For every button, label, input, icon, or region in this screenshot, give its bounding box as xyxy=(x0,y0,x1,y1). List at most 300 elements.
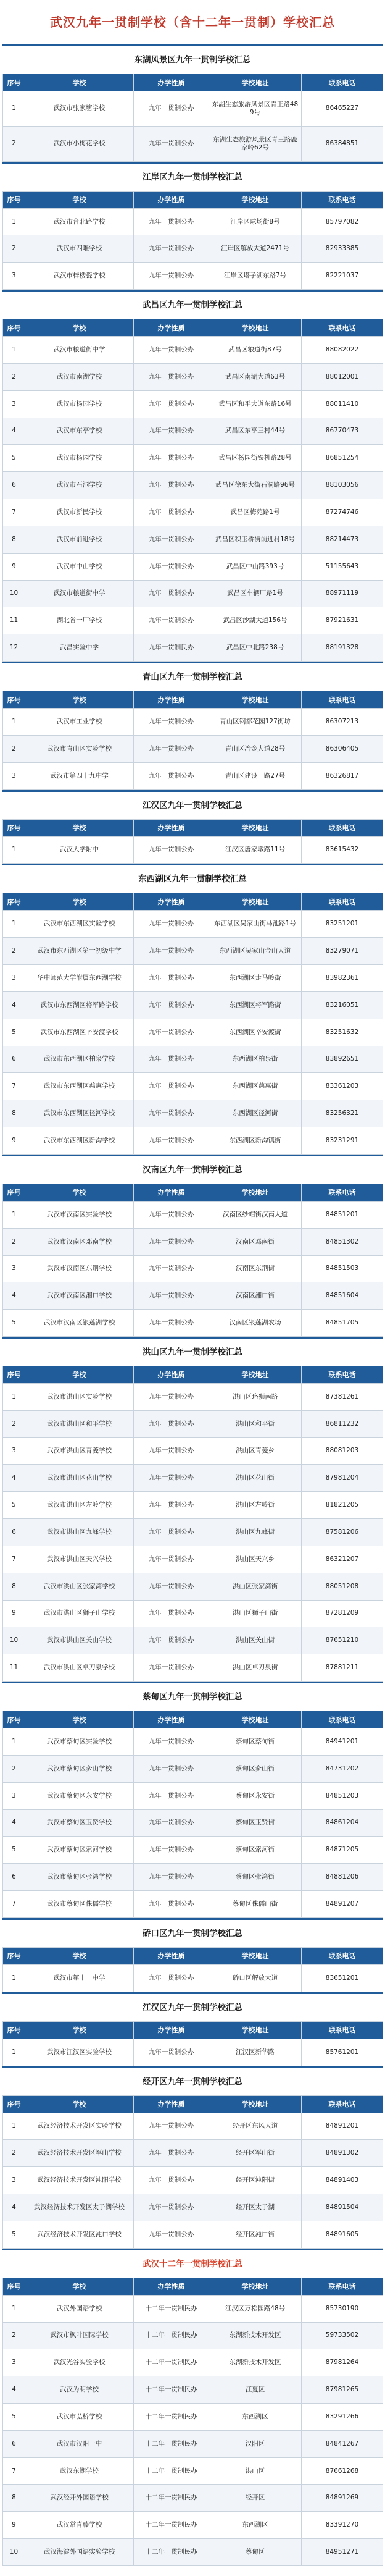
cell-phone: 87281209 xyxy=(302,1600,383,1627)
cell-school: 武汉市弘桥学校 xyxy=(25,2404,134,2431)
cell-address: 经开区太子湖 xyxy=(209,2194,302,2221)
cell-school: 武汉市杨园学校 xyxy=(25,445,134,472)
school-table xyxy=(2,2021,383,2066)
cell-type: 十二年一贯制民办 xyxy=(134,2485,209,2512)
cell-index: 1 xyxy=(3,1964,25,1992)
cell-address: 东西湖区 xyxy=(209,2404,302,2431)
cell-type: 九年一贯制公办 xyxy=(134,1573,209,1600)
cell-address: 东西湖区吴家山街马池路1号 xyxy=(209,911,302,938)
cell-address: 东西湖区吴家山金山大道 xyxy=(209,938,302,965)
page-title: 武汉九年一贯制学校（含十二年一贯制）学校汇总 xyxy=(50,15,335,30)
cell-index: 6 xyxy=(3,1046,25,1073)
cell-phone: 84871205 xyxy=(302,1837,383,1864)
cell-school: 武汉经开外国语学校 xyxy=(25,2485,134,2512)
header-type: 办学性质 xyxy=(134,691,209,709)
cell-index: 4 xyxy=(3,418,25,445)
cell-school: 武汉经济技术开发区实验学校 xyxy=(25,2113,134,2140)
header-address: 学校地址 xyxy=(209,1711,302,1728)
cell-type: 九年一贯制公办 xyxy=(134,126,209,161)
cell-school: 武汉市蔡甸区永安学校 xyxy=(25,1782,134,1809)
cell-type: 九年一贯制公办 xyxy=(134,836,209,864)
header-index: 序号 xyxy=(3,74,25,91)
table-row xyxy=(3,235,383,263)
cell-type: 十二年一贯制民办 xyxy=(134,2349,209,2376)
cell-phone: 83251201 xyxy=(302,911,383,938)
cell-type: 九年一贯制公办 xyxy=(134,337,209,364)
cell-phone: 83651201 xyxy=(302,1964,383,1992)
header-school: 学校 xyxy=(25,1711,134,1728)
cell-index: 3 xyxy=(3,965,25,992)
cell-address: 经开区 xyxy=(209,2485,302,2512)
cell-index: 2 xyxy=(3,1755,25,1782)
cell-address: 汉南区东荆街 xyxy=(209,1255,302,1282)
header-school: 学校 xyxy=(25,893,134,911)
table-row xyxy=(3,580,383,607)
table-header-row xyxy=(3,74,383,91)
cell-address: 东西湖区 xyxy=(209,2512,302,2539)
table-header-row xyxy=(3,1366,383,1383)
cell-type: 九年一贯制民办 xyxy=(134,634,209,662)
cell-type: 九年一贯制公办 xyxy=(134,1492,209,1519)
header-type: 办学性质 xyxy=(134,2021,209,2039)
cell-index: 2 xyxy=(3,2140,25,2167)
cell-type: 九年一贯制公办 xyxy=(134,1073,209,1100)
header-address: 学校地址 xyxy=(209,2278,302,2295)
header-address: 学校地址 xyxy=(209,319,302,337)
cell-index: 2 xyxy=(3,2322,25,2349)
cell-index: 7 xyxy=(3,499,25,526)
cell-school: 武汉市蔡甸区侏儒学校 xyxy=(25,1891,134,1918)
district-section xyxy=(2,290,383,662)
cell-type: 十二年一贯制民办 xyxy=(134,2295,209,2322)
cell-type: 九年一贯制公办 xyxy=(134,2194,209,2221)
cell-school: 武汉市粮道街中学 xyxy=(25,337,134,364)
table-row xyxy=(3,263,383,290)
header-index: 序号 xyxy=(3,893,25,911)
cell-address: 洪山区天兴乡 xyxy=(209,1546,302,1573)
table-row xyxy=(3,2295,383,2322)
table-row xyxy=(3,2376,383,2404)
cell-phone: 85761201 xyxy=(302,2039,383,2066)
cell-address: 江岸区塔子湖东路7号 xyxy=(209,263,302,290)
cell-type: 九年一贯制公办 xyxy=(134,1228,209,1255)
cell-type: 九年一贯制公办 xyxy=(134,499,209,526)
section-title: 东西湖区九年一贯制学校汇总 xyxy=(2,864,383,893)
cell-address: 蔡甸区 xyxy=(209,2539,302,2566)
section-title: 洪山区九年一贯制学校汇总 xyxy=(2,1337,383,1366)
table-row xyxy=(3,965,383,992)
cell-address: 武昌区中北路238号 xyxy=(209,634,302,662)
header-address: 学校地址 xyxy=(209,691,302,709)
cell-index: 4 xyxy=(3,2376,25,2404)
cell-school: 武汉市小梅花学校 xyxy=(25,126,134,161)
district-section xyxy=(2,864,383,1154)
cell-index: 6 xyxy=(3,472,25,499)
header-school: 学校 xyxy=(25,691,134,709)
cell-address: 东湖新技术开发区 xyxy=(209,2349,302,2376)
table-row xyxy=(3,634,383,662)
cell-school: 武汉市东西湖区第一初级中学 xyxy=(25,938,134,965)
cell-type: 九年一贯制公办 xyxy=(134,553,209,580)
cell-address: 汉南区邓南街 xyxy=(209,1228,302,1255)
cell-index: 2 xyxy=(3,126,25,161)
cell-address: 洪山区 xyxy=(209,2457,302,2485)
table-row xyxy=(3,1019,383,1046)
cell-type: 九年一贯制公办 xyxy=(134,1437,209,1465)
cell-school: 武汉市蔡甸区玉贤学校 xyxy=(25,1809,134,1837)
cell-address: 蔡甸区索河街 xyxy=(209,1837,302,1864)
cell-school: 武汉经济技术开发区沌阳学校 xyxy=(25,2167,134,2194)
cell-address: 江汉区唐家墩路11号 xyxy=(209,836,302,864)
cell-type: 十二年一贯制民办 xyxy=(134,2430,209,2457)
table-row xyxy=(3,1782,383,1809)
table-row xyxy=(3,1627,383,1654)
table-row xyxy=(3,1755,383,1782)
cell-phone: 51155643 xyxy=(302,553,383,580)
table-row xyxy=(3,1964,383,1992)
cell-index: 5 xyxy=(3,445,25,472)
header-type: 办学性质 xyxy=(134,1947,209,1964)
cell-index: 4 xyxy=(3,1465,25,1492)
table-header-row xyxy=(3,1711,383,1728)
table-row xyxy=(3,363,383,390)
cell-address: 蔡甸区蔡甸街 xyxy=(209,1728,302,1756)
school-table xyxy=(2,1184,383,1337)
cell-address: 经开区军山街 xyxy=(209,2140,302,2167)
cell-phone: 85730190 xyxy=(302,2295,383,2322)
header-school: 学校 xyxy=(25,2278,134,2295)
cell-type: 九年一贯制公办 xyxy=(134,762,209,789)
cell-school: 武汉市东西湖区实验学校 xyxy=(25,911,134,938)
cell-index: 6 xyxy=(3,1519,25,1546)
cell-school: 武汉市东西湖区柏泉学校 xyxy=(25,1046,134,1073)
cell-index: 3 xyxy=(3,1782,25,1809)
header-type: 办学性质 xyxy=(134,1366,209,1383)
cell-index: 1 xyxy=(3,709,25,736)
district-section xyxy=(2,44,383,162)
cell-phone: 84731202 xyxy=(302,1755,383,1782)
table-row xyxy=(3,418,383,445)
section-title: 青山区九年一贯制学校汇总 xyxy=(2,662,383,691)
cell-school: 武汉市洪山区青菱学校 xyxy=(25,1437,134,1465)
table-row xyxy=(3,2457,383,2485)
cell-phone: 87981204 xyxy=(302,1465,383,1492)
cell-phone: 87881211 xyxy=(302,1654,383,1682)
cell-type: 九年一贯制公办 xyxy=(134,1837,209,1864)
cell-index: 7 xyxy=(3,1546,25,1573)
cell-address: 江汉区万松园路48号 xyxy=(209,2295,302,2322)
header-phone: 联系电话 xyxy=(302,74,383,91)
cell-phone: 88011410 xyxy=(302,390,383,418)
cell-phone: 59733502 xyxy=(302,2322,383,2349)
cell-phone: 87921631 xyxy=(302,607,383,634)
cell-type: 十二年一贯制民办 xyxy=(134,2457,209,2485)
cell-phone: 83892651 xyxy=(302,1046,383,1073)
cell-address: 蔡甸区奓山街 xyxy=(209,1755,302,1782)
cell-school: 武汉市石洞学校 xyxy=(25,472,134,499)
cell-address: 江汉区新华路 xyxy=(209,2039,302,2066)
cell-school: 武汉市梓楼瓷学校 xyxy=(25,263,134,290)
table-header-row xyxy=(3,191,383,208)
cell-school: 武汉市汉南区东荆学校 xyxy=(25,1255,134,1282)
cell-index: 8 xyxy=(3,526,25,553)
header-school: 学校 xyxy=(25,191,134,208)
table-row xyxy=(3,2404,383,2431)
cell-school: 武汉市蔡甸区索河学校 xyxy=(25,1837,134,1864)
section-title: 汉南区九年一贯制学校汇总 xyxy=(2,1155,383,1184)
table-row xyxy=(3,735,383,762)
cell-address: 硚口区解放大道 xyxy=(209,1964,302,1992)
cell-index: 5 xyxy=(3,1492,25,1519)
cell-phone: 81821205 xyxy=(302,1492,383,1519)
cell-school: 武汉市枫叶国际学校 xyxy=(25,2322,134,2349)
cell-phone: 84891207 xyxy=(302,1891,383,1918)
cell-phone: 83251632 xyxy=(302,1019,383,1046)
cell-school: 武昌实验中学 xyxy=(25,634,134,662)
cell-school: 武汉为明学校 xyxy=(25,2376,134,2404)
cell-address: 武昌区车辆厂路1号 xyxy=(209,580,302,607)
cell-school: 武汉市东西湖区将军路学校 xyxy=(25,991,134,1019)
table-row xyxy=(3,762,383,789)
cell-index: 4 xyxy=(3,1809,25,1837)
header-index: 序号 xyxy=(3,2278,25,2295)
header-index: 序号 xyxy=(3,2021,25,2039)
school-table xyxy=(2,819,383,864)
cell-school: 武汉市第四十九中学 xyxy=(25,762,134,789)
cell-index: 2 xyxy=(3,735,25,762)
table-row xyxy=(3,2349,383,2376)
cell-address: 青山区冶金大道28号 xyxy=(209,735,302,762)
header-school: 学校 xyxy=(25,74,134,91)
table-row xyxy=(3,1492,383,1519)
cell-address: 东湖新技术开发区 xyxy=(209,2322,302,2349)
cell-index: 8 xyxy=(3,1100,25,1127)
cell-type: 九年一贯制公办 xyxy=(134,1127,209,1155)
table-row xyxy=(3,607,383,634)
header-type: 办学性质 xyxy=(134,1711,209,1728)
cell-type: 九年一贯制公办 xyxy=(134,235,209,263)
cell-school: 武汉市张家塘学校 xyxy=(25,91,134,127)
district-section xyxy=(2,1918,383,1992)
cell-school: 武汉市东西湖区径河学校 xyxy=(25,1100,134,1127)
header-index: 序号 xyxy=(3,1947,25,1964)
cell-type: 九年一贯制公办 xyxy=(134,363,209,390)
cell-index: 1 xyxy=(3,91,25,127)
district-section xyxy=(2,1682,383,1918)
header-phone: 联系电话 xyxy=(302,2278,383,2295)
cell-school: 武汉市第十一中学 xyxy=(25,1964,134,1992)
cell-type: 九年一贯制公办 xyxy=(134,1100,209,1127)
cell-school: 武汉市洪山区实验学校 xyxy=(25,1383,134,1410)
table-row xyxy=(3,1073,383,1100)
cell-index: 10 xyxy=(3,580,25,607)
cell-school: 武汉市江汉区实验学校 xyxy=(25,2039,134,2066)
table-row xyxy=(3,1410,383,1437)
cell-index: 8 xyxy=(3,2485,25,2512)
cell-address: 武昌区梅苑路1号 xyxy=(209,499,302,526)
cell-index: 2 xyxy=(3,235,25,263)
cell-type: 九年一贯制公办 xyxy=(134,1600,209,1627)
header-phone: 联系电话 xyxy=(302,819,383,836)
cell-index: 7 xyxy=(3,1073,25,1100)
table-header-row xyxy=(3,2095,383,2113)
table-row xyxy=(3,445,383,472)
cell-school: 武汉市汉阳一中 xyxy=(25,2430,134,2457)
cell-index: 12 xyxy=(3,634,25,662)
header-index: 序号 xyxy=(3,819,25,836)
cell-address: 武昌区徐东大街石洞路96号 xyxy=(209,472,302,499)
district-section xyxy=(2,2249,383,2566)
table-row xyxy=(3,2194,383,2221)
header-phone: 联系电话 xyxy=(302,893,383,911)
header-address: 学校地址 xyxy=(209,893,302,911)
cell-index: 6 xyxy=(3,2430,25,2457)
school-table xyxy=(2,319,383,662)
cell-address: 洪山区狮子山街 xyxy=(209,1600,302,1627)
cell-address: 青山区建设一路27号 xyxy=(209,762,302,789)
table-row xyxy=(3,938,383,965)
cell-school: 武汉市杨园学校 xyxy=(25,390,134,418)
cell-phone: 84951271 xyxy=(302,2539,383,2566)
header-index: 序号 xyxy=(3,2095,25,2113)
school-table xyxy=(2,2095,383,2249)
table-row xyxy=(3,91,383,127)
table-header-row xyxy=(3,691,383,709)
cell-type: 九年一贯制公办 xyxy=(134,1310,209,1337)
table-row xyxy=(3,1654,383,1682)
header-address: 学校地址 xyxy=(209,191,302,208)
cell-type: 九年一贯制公办 xyxy=(134,1519,209,1546)
header-phone: 联系电话 xyxy=(302,1711,383,1728)
cell-type: 九年一贯制公办 xyxy=(134,709,209,736)
table-row xyxy=(3,1728,383,1756)
section-title: 硚口区九年一贯制学校汇总 xyxy=(2,1918,383,1947)
cell-type: 九年一贯制公办 xyxy=(134,263,209,290)
header-phone: 联系电话 xyxy=(302,319,383,337)
cell-type: 九年一贯制公办 xyxy=(134,2221,209,2248)
header-type: 办学性质 xyxy=(134,893,209,911)
cell-type: 九年一贯制公办 xyxy=(134,1383,209,1410)
header-type: 办学性质 xyxy=(134,191,209,208)
table-row xyxy=(3,1310,383,1337)
cell-address: 洪山区花山街 xyxy=(209,1465,302,1492)
header-index: 序号 xyxy=(3,691,25,709)
cell-index: 1 xyxy=(3,2039,25,2066)
cell-phone: 86306405 xyxy=(302,735,383,762)
cell-phone: 87651210 xyxy=(302,1627,383,1654)
cell-index: 5 xyxy=(3,2404,25,2431)
cell-address: 蔡甸区玉贤街 xyxy=(209,1809,302,1837)
district-section xyxy=(2,662,383,789)
cell-address: 东西湖区将军路街 xyxy=(209,991,302,1019)
header-address: 学校地址 xyxy=(209,819,302,836)
table-row xyxy=(3,991,383,1019)
cell-school: 湖北省一厂学校 xyxy=(25,607,134,634)
school-table xyxy=(2,691,383,789)
cell-type: 九年一贯制公办 xyxy=(134,1755,209,1782)
header-address: 学校地址 xyxy=(209,2095,302,2113)
cell-phone: 83361203 xyxy=(302,1073,383,1100)
cell-school: 武汉市汉南区银莲湖学校 xyxy=(25,1310,134,1337)
cell-address: 武昌区杨园街铁机路28号 xyxy=(209,445,302,472)
cell-type: 九年一贯制公办 xyxy=(134,472,209,499)
cell-phone: 84941201 xyxy=(302,1728,383,1756)
table-row xyxy=(3,1046,383,1073)
table-row xyxy=(3,553,383,580)
cell-phone: 87981265 xyxy=(302,2376,383,2404)
header-school: 学校 xyxy=(25,819,134,836)
cell-phone: 84891403 xyxy=(302,2167,383,2194)
table-row xyxy=(3,1465,383,1492)
table-header-row xyxy=(3,2021,383,2039)
table-row xyxy=(3,2113,383,2140)
table-row xyxy=(3,2322,383,2349)
table-row xyxy=(3,2512,383,2539)
cell-phone: 83216051 xyxy=(302,991,383,1019)
cell-type: 九年一贯制公办 xyxy=(134,580,209,607)
cell-address: 洪山区关山街 xyxy=(209,1627,302,1654)
table-row xyxy=(3,2167,383,2194)
cell-address: 东西湖区径河街 xyxy=(209,1100,302,1127)
cell-school: 武汉市汉南区邓南学校 xyxy=(25,1228,134,1255)
cell-school: 武汉市四唯学校 xyxy=(25,235,134,263)
table-row xyxy=(3,472,383,499)
cell-index: 1 xyxy=(3,1728,25,1756)
cell-address: 东湖生态旅游风景区青王路489号 xyxy=(209,91,302,127)
district-section xyxy=(2,1155,383,1337)
header-phone: 联系电话 xyxy=(302,191,383,208)
cell-type: 九年一贯制公办 xyxy=(134,1891,209,1918)
header-address: 学校地址 xyxy=(209,1366,302,1383)
cell-type: 九年一贯制公办 xyxy=(134,2039,209,2066)
header-phone: 联系电话 xyxy=(302,1184,383,1201)
table-row xyxy=(3,126,383,161)
header-index: 序号 xyxy=(3,1711,25,1728)
cell-phone: 87661268 xyxy=(302,2457,383,2485)
cell-index: 2 xyxy=(3,938,25,965)
header-index: 序号 xyxy=(3,1366,25,1383)
cell-index: 3 xyxy=(3,390,25,418)
cell-school: 武汉市工业学校 xyxy=(25,709,134,736)
header-phone: 联系电话 xyxy=(302,1366,383,1383)
cell-school: 武汉市东西湖区辛安渡学校 xyxy=(25,1019,134,1046)
cell-address: 汉南区纱帽街汉南大道 xyxy=(209,1201,302,1228)
header-address: 学校地址 xyxy=(209,2021,302,2039)
cell-index: 4 xyxy=(3,2194,25,2221)
header-school: 学校 xyxy=(25,319,134,337)
school-table xyxy=(2,2278,383,2566)
cell-type: 九年一贯制公办 xyxy=(134,208,209,235)
cell-phone: 86384851 xyxy=(302,126,383,161)
cell-school: 武汉海淀外国语实验学校 xyxy=(25,2539,134,2566)
cell-school: 武汉光谷实验学校 xyxy=(25,2349,134,2376)
cell-phone: 83391270 xyxy=(302,2512,383,2539)
cell-type: 九年一贯制公办 xyxy=(134,1964,209,1992)
cell-school: 武汉市汉南区湘口学校 xyxy=(25,1282,134,1310)
table-header-row xyxy=(3,893,383,911)
section-title: 武汉十二年一贯制学校汇总 xyxy=(2,2249,383,2278)
cell-phone: 87981264 xyxy=(302,2349,383,2376)
section-title: 江岸区九年一贯制学校汇总 xyxy=(2,162,383,191)
cell-type: 九年一贯制公办 xyxy=(134,418,209,445)
cell-school: 武汉市东亭学校 xyxy=(25,418,134,445)
header-address: 学校地址 xyxy=(209,1947,302,1964)
cell-phone: 83231291 xyxy=(302,1127,383,1155)
cell-type: 九年一贯制公办 xyxy=(134,1627,209,1654)
cell-school: 武汉市南湖学校 xyxy=(25,363,134,390)
cell-index: 9 xyxy=(3,1600,25,1627)
cell-address: 蔡甸区张湾街 xyxy=(209,1864,302,1891)
